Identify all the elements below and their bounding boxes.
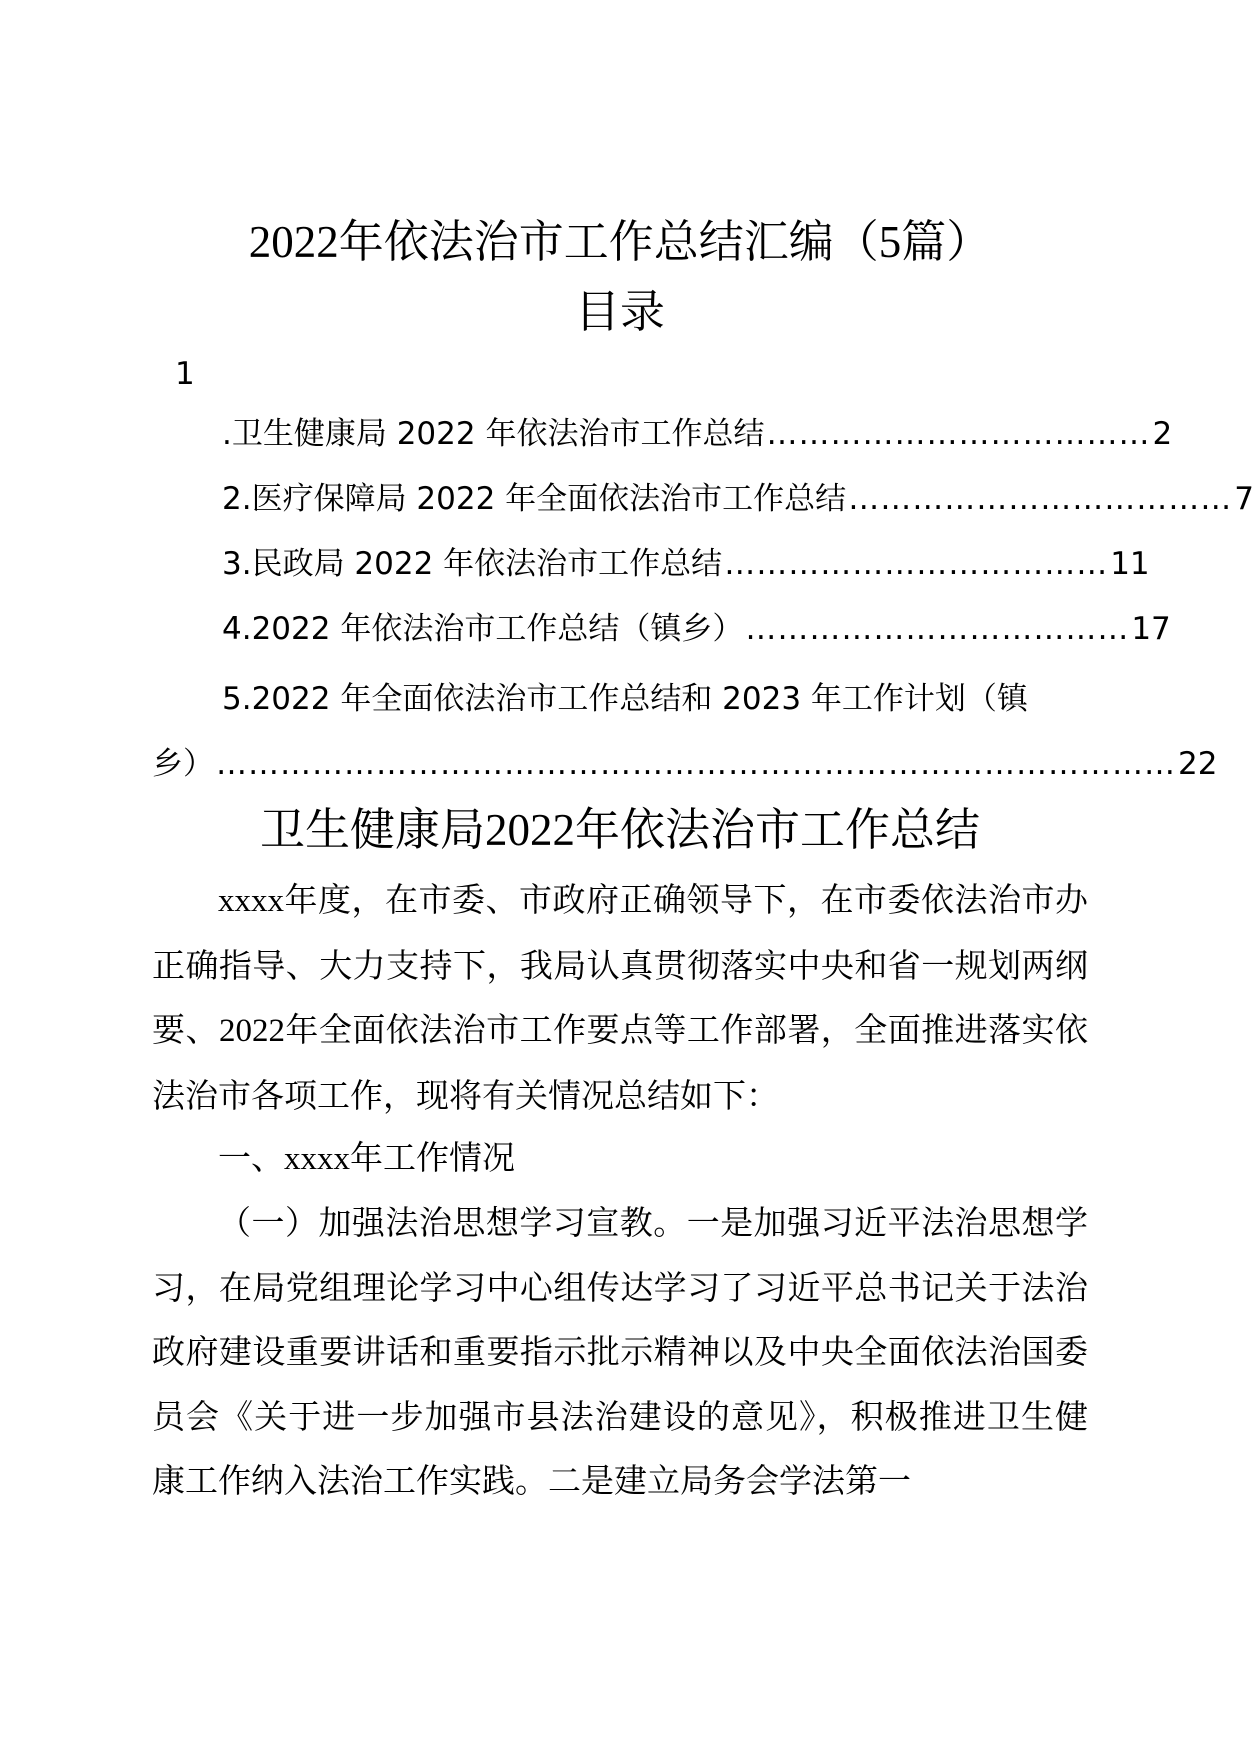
toc-leading-number: 1 [175,356,195,392]
section-title-suffix: 年依法治市工作总结 [575,803,981,856]
section-title-prefix: 卫生健康局 [259,803,485,856]
intro-year: 2022 [218,1013,285,1049]
heading-one [152,1126,1088,1192]
toc-page-number: 22 [1178,746,1218,782]
toc-entry-5-continuation[interactable] [152,744,1218,784]
toc-entry-label: 5.2022 年全面依法治市工作总结和 2023 年工作计划（镇 [222,681,1028,717]
toc-entry-continuation-label: 乡） [152,746,214,782]
title-count: 5 [878,217,902,267]
toc-entry-label: 3.民政局 2022 年依法治市工作总结 [222,546,723,582]
toc-leader-dots: ……………………………………………………………………………… [216,746,1176,782]
heading-one-prefix: 一、 [218,1138,284,1177]
intro-paragraph [152,868,1088,1128]
toc-entry-1[interactable] [222,414,1173,454]
toc-entry-3[interactable] [222,544,1150,584]
toc-entry-5[interactable] [222,679,1092,719]
toc-page-number: 17 [1131,611,1171,647]
intro-text-part2: 年全面依法治市工作要点等工作部署，全面推进落实依法治市各项工作，现将有关情况总结如下： [152,1010,1089,1115]
toc-page-number: 11 [1110,546,1150,582]
toc-entry-label: 4.2022 年依法治市工作总结（镇乡） [222,611,744,647]
toc-entry-label: .卫生健康局 2022 年依法治市工作总结 [222,416,765,452]
heading-one-year-placeholder: xxxx [284,1141,350,1177]
title-year: 2022 [248,217,339,267]
toc-entry-4[interactable] [222,609,1171,649]
toc-leader-dots: ……………………………… [724,546,1109,582]
item-one-paragraph: （一）加强法治思想学习宣教。一是加强习近平法治思想学习，在局党组理论学习中心组传达学习了习近平总书记关于法治政府建设重要讲话和重要指示批示精神以及中央全面依法治国委员会《关于进一步加强市县法治建设的意见》，积极推进卫生健康工作纳入法治工作实践。二是建立局务会学法第一 [152,1203,1088,1500]
section-title-year: 2022 [485,805,575,855]
section-title [0,800,1240,860]
toc-leader-dots: ……………………………… [766,416,1151,452]
heading-one-suffix: 年工作情况 [350,1138,515,1177]
toc-heading: 目录 [574,285,665,338]
toc-leader-dots: ……………………………… [848,481,1233,517]
toc-page-number: 2 [1152,416,1173,452]
intro-text-part1: 年度，在市委、市政府正确领导下，在市委依法治市办正确指导、大力支持下，我局认真贯彻落实中央和省一规划两纲要、 [152,880,1088,1049]
intro-year-placeholder: xxxx [218,883,284,919]
toc-entry-label: 2.医疗保障局 2022 年全面依法治市工作总结 [222,481,847,517]
document-title [0,212,1240,272]
title-text: 年依法治市工作总结汇编（ [338,215,879,268]
toc-leader-dots: ……………………………… [745,611,1130,647]
title-suffix: 篇） [901,215,992,268]
toc-page-number: 7 [1234,481,1254,517]
toc-entry-2[interactable] [222,479,1254,519]
